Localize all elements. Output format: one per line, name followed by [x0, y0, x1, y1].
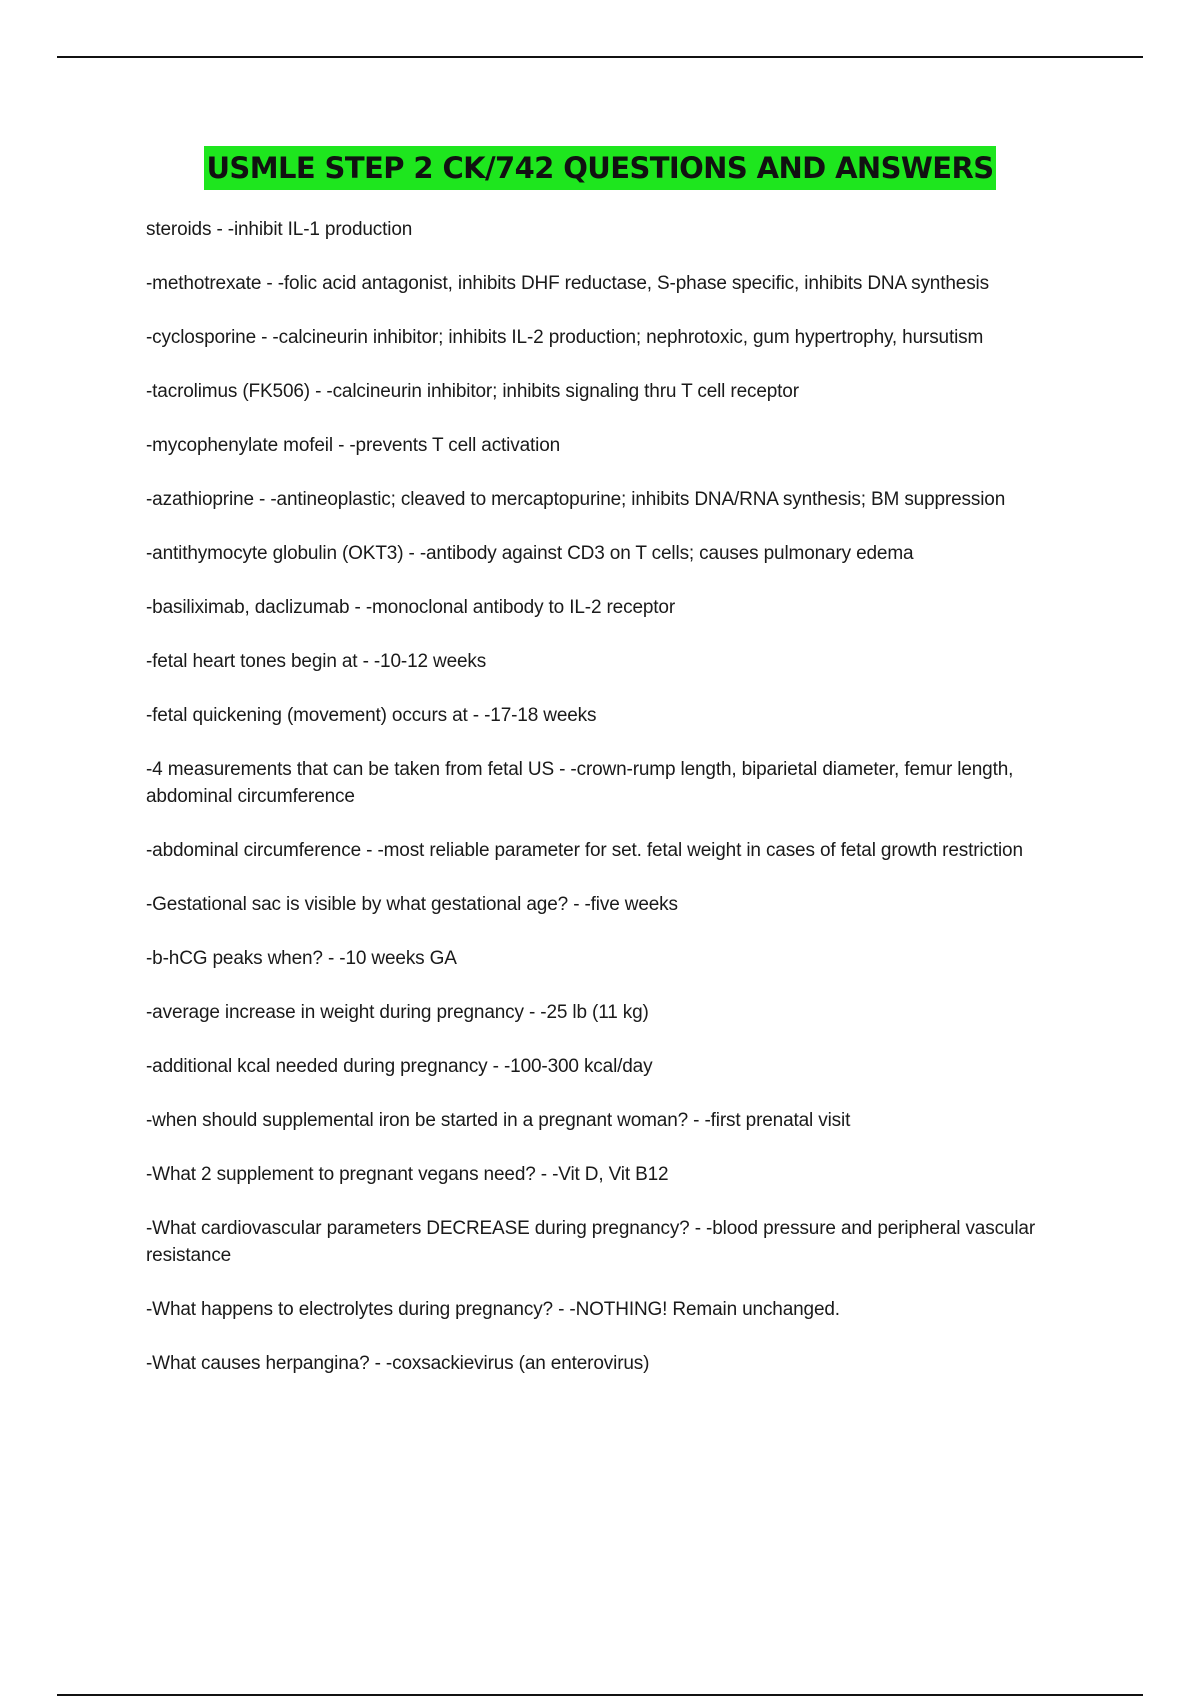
qa-entry: -What causes herpangina? - -coxsackievirus (an enterovirus) [146, 1353, 650, 1374]
qa-answer: -folic acid antagonist, inhibits DHF reductase, S-phase specific, inhibits DNA synthesis [277, 273, 989, 294]
qa-answer: -100-300 kcal/day [503, 1056, 653, 1077]
qa-entry: -basiliximab, daclizumab - -monoclonal antibody to IL-2 receptor [146, 597, 675, 618]
qa-question: -4 measurements that can be taken from fetal US [146, 759, 554, 780]
top-rule [57, 56, 1143, 58]
title-container [0, 146, 1200, 190]
qa-answer: -calcineurin inhibitor; inhibits IL-2 production; nephrotoxic, gum hypertrophy, hursutism [272, 327, 984, 348]
qa-question: -basiliximab, daclizumab [146, 597, 350, 618]
qa-answer: -coxsackievirus (an enterovirus) [385, 1353, 650, 1374]
qa-entry: -cyclosporine - -calcineurin inhibitor; inhibits IL-2 production; nephrotoxic, gum hypertrophy, hursutism [146, 327, 984, 348]
qa-entry: -mycophenylate mofeil - -prevents T cell activation [146, 435, 561, 456]
qa-entry: -Gestational sac is visible by what gestational age? - -five weeks [146, 894, 678, 915]
qa-question: -when should supplemental iron be started in a pregnant woman? [146, 1110, 689, 1131]
qa-answer: -10-12 weeks [373, 651, 487, 672]
qa-entry: -What cardiovascular parameters DECREASE during pregnancy? - -blood pressure and peripheral vascular resistance [146, 1218, 1035, 1266]
qa-entry: -antithymocyte globulin (OKT3) - -antibody against CD3 on T cells; causes pulmonary edema [146, 543, 914, 564]
qa-answer: -Vit D, Vit B12 [552, 1164, 669, 1185]
qa-answer: -antineoplastic; cleaved to mercaptopurine; inhibits DNA/RNA synthesis; BM suppression [270, 489, 1006, 510]
qa-entry: -when should supplemental iron be started in a pregnant woman? - -first prenatal visit [146, 1110, 851, 1131]
qa-entry: -azathioprine - -antineoplastic; cleaved to mercaptopurine; inhibits DNA/RNA synthesis; BM suppression [146, 489, 1006, 510]
qa-answer: -antibody against CD3 on T cells; causes pulmonary edema [419, 543, 914, 564]
qa-answer: -25 lb (11 kg) [540, 1002, 649, 1023]
qa-entry: -fetal quickening (movement) occurs at - -17-18 weeks [146, 705, 597, 726]
qa-answer: -first prenatal visit [704, 1110, 851, 1131]
qa-question: -cyclosporine [146, 327, 256, 348]
document-title: USMLE STEP 2 CK/742 QUESTIONS AND ANSWERS [204, 146, 995, 190]
qa-question: -fetal quickening (movement) occurs at [146, 705, 468, 726]
qa-question: -abdominal circumference [146, 840, 361, 861]
qa-entry: -additional kcal needed during pregnancy - -100-300 kcal/day [146, 1056, 653, 1077]
qa-entry: -methotrexate - -folic acid antagonist, inhibits DHF reductase, S-phase specific, inhibits DNA synthesis [146, 273, 989, 294]
qa-entry: -abdominal circumference - -most reliable parameter for set. fetal weight in cases of fetal growth restriction [146, 840, 1023, 861]
qa-question: -antithymocyte globulin (OKT3) [146, 543, 404, 564]
qa-question: -What causes herpangina? [146, 1353, 370, 1374]
qa-answer: -calcineurin inhibitor; inhibits signaling thru T cell receptor [326, 381, 799, 402]
qa-answer: -prevents T cell activation [349, 435, 561, 456]
qa-entry: -tacrolimus (FK506) - -calcineurin inhibitor; inhibits signaling thru T cell receptor [146, 381, 799, 402]
qa-question: -What cardiovascular parameters DECREASE during pregnancy? [146, 1218, 690, 1239]
qa-list [146, 216, 1086, 1404]
qa-answer: -blood pressure and peripheral vascular resistance [146, 1218, 1035, 1266]
bottom-rule [57, 1694, 1143, 1696]
qa-answer: -inhibit IL-1 production [227, 219, 413, 240]
qa-question: -mycophenylate mofeil [146, 435, 333, 456]
qa-entry: -What happens to electrolytes during pregnancy? - -NOTHING! Remain unchanged. [146, 1299, 840, 1320]
qa-entry: -average increase in weight during pregnancy - -25 lb (11 kg) [146, 1002, 649, 1023]
qa-question: -additional kcal needed during pregnancy [146, 1056, 488, 1077]
qa-question: -methotrexate [146, 273, 262, 294]
qa-answer: -monoclonal antibody to IL-2 receptor [365, 597, 675, 618]
qa-entry: -b-hCG peaks when? - -10 weeks GA [146, 948, 457, 969]
qa-question: -b-hCG peaks when? [146, 948, 323, 969]
qa-question: -azathioprine [146, 489, 254, 510]
qa-answer: -crown-rump length, biparietal diameter, femur length, abdominal circumference [146, 759, 1014, 807]
qa-answer: -most reliable parameter for set. fetal weight in cases of fetal growth restriction [377, 840, 1023, 861]
qa-question: -average increase in weight during pregnancy [146, 1002, 524, 1023]
qa-question: -fetal heart tones begin at [146, 651, 358, 672]
qa-entry: -4 measurements that can be taken from fetal US - -crown-rump length, biparietal diameter, femur length, abdominal circumference [146, 759, 1014, 807]
qa-entry: -What 2 supplement to pregnant vegans need? - -Vit D, Vit B12 [146, 1164, 669, 1185]
qa-question: steroids [146, 219, 212, 240]
qa-question: -What happens to electrolytes during pregnancy? [146, 1299, 553, 1320]
qa-answer: -17-18 weeks [484, 705, 597, 726]
qa-answer: -NOTHING! Remain unchanged. [569, 1299, 840, 1320]
qa-entry: -fetal heart tones begin at - -10-12 weeks [146, 651, 487, 672]
qa-question: -What 2 supplement to pregnant vegans need? [146, 1164, 536, 1185]
qa-question: -tacrolimus (FK506) [146, 381, 310, 402]
qa-entry: steroids - -inhibit IL-1 production [146, 219, 413, 240]
qa-answer: -10 weeks GA [339, 948, 457, 969]
qa-answer: -five weeks [584, 894, 678, 915]
qa-question: -Gestational sac is visible by what gestational age? [146, 894, 569, 915]
